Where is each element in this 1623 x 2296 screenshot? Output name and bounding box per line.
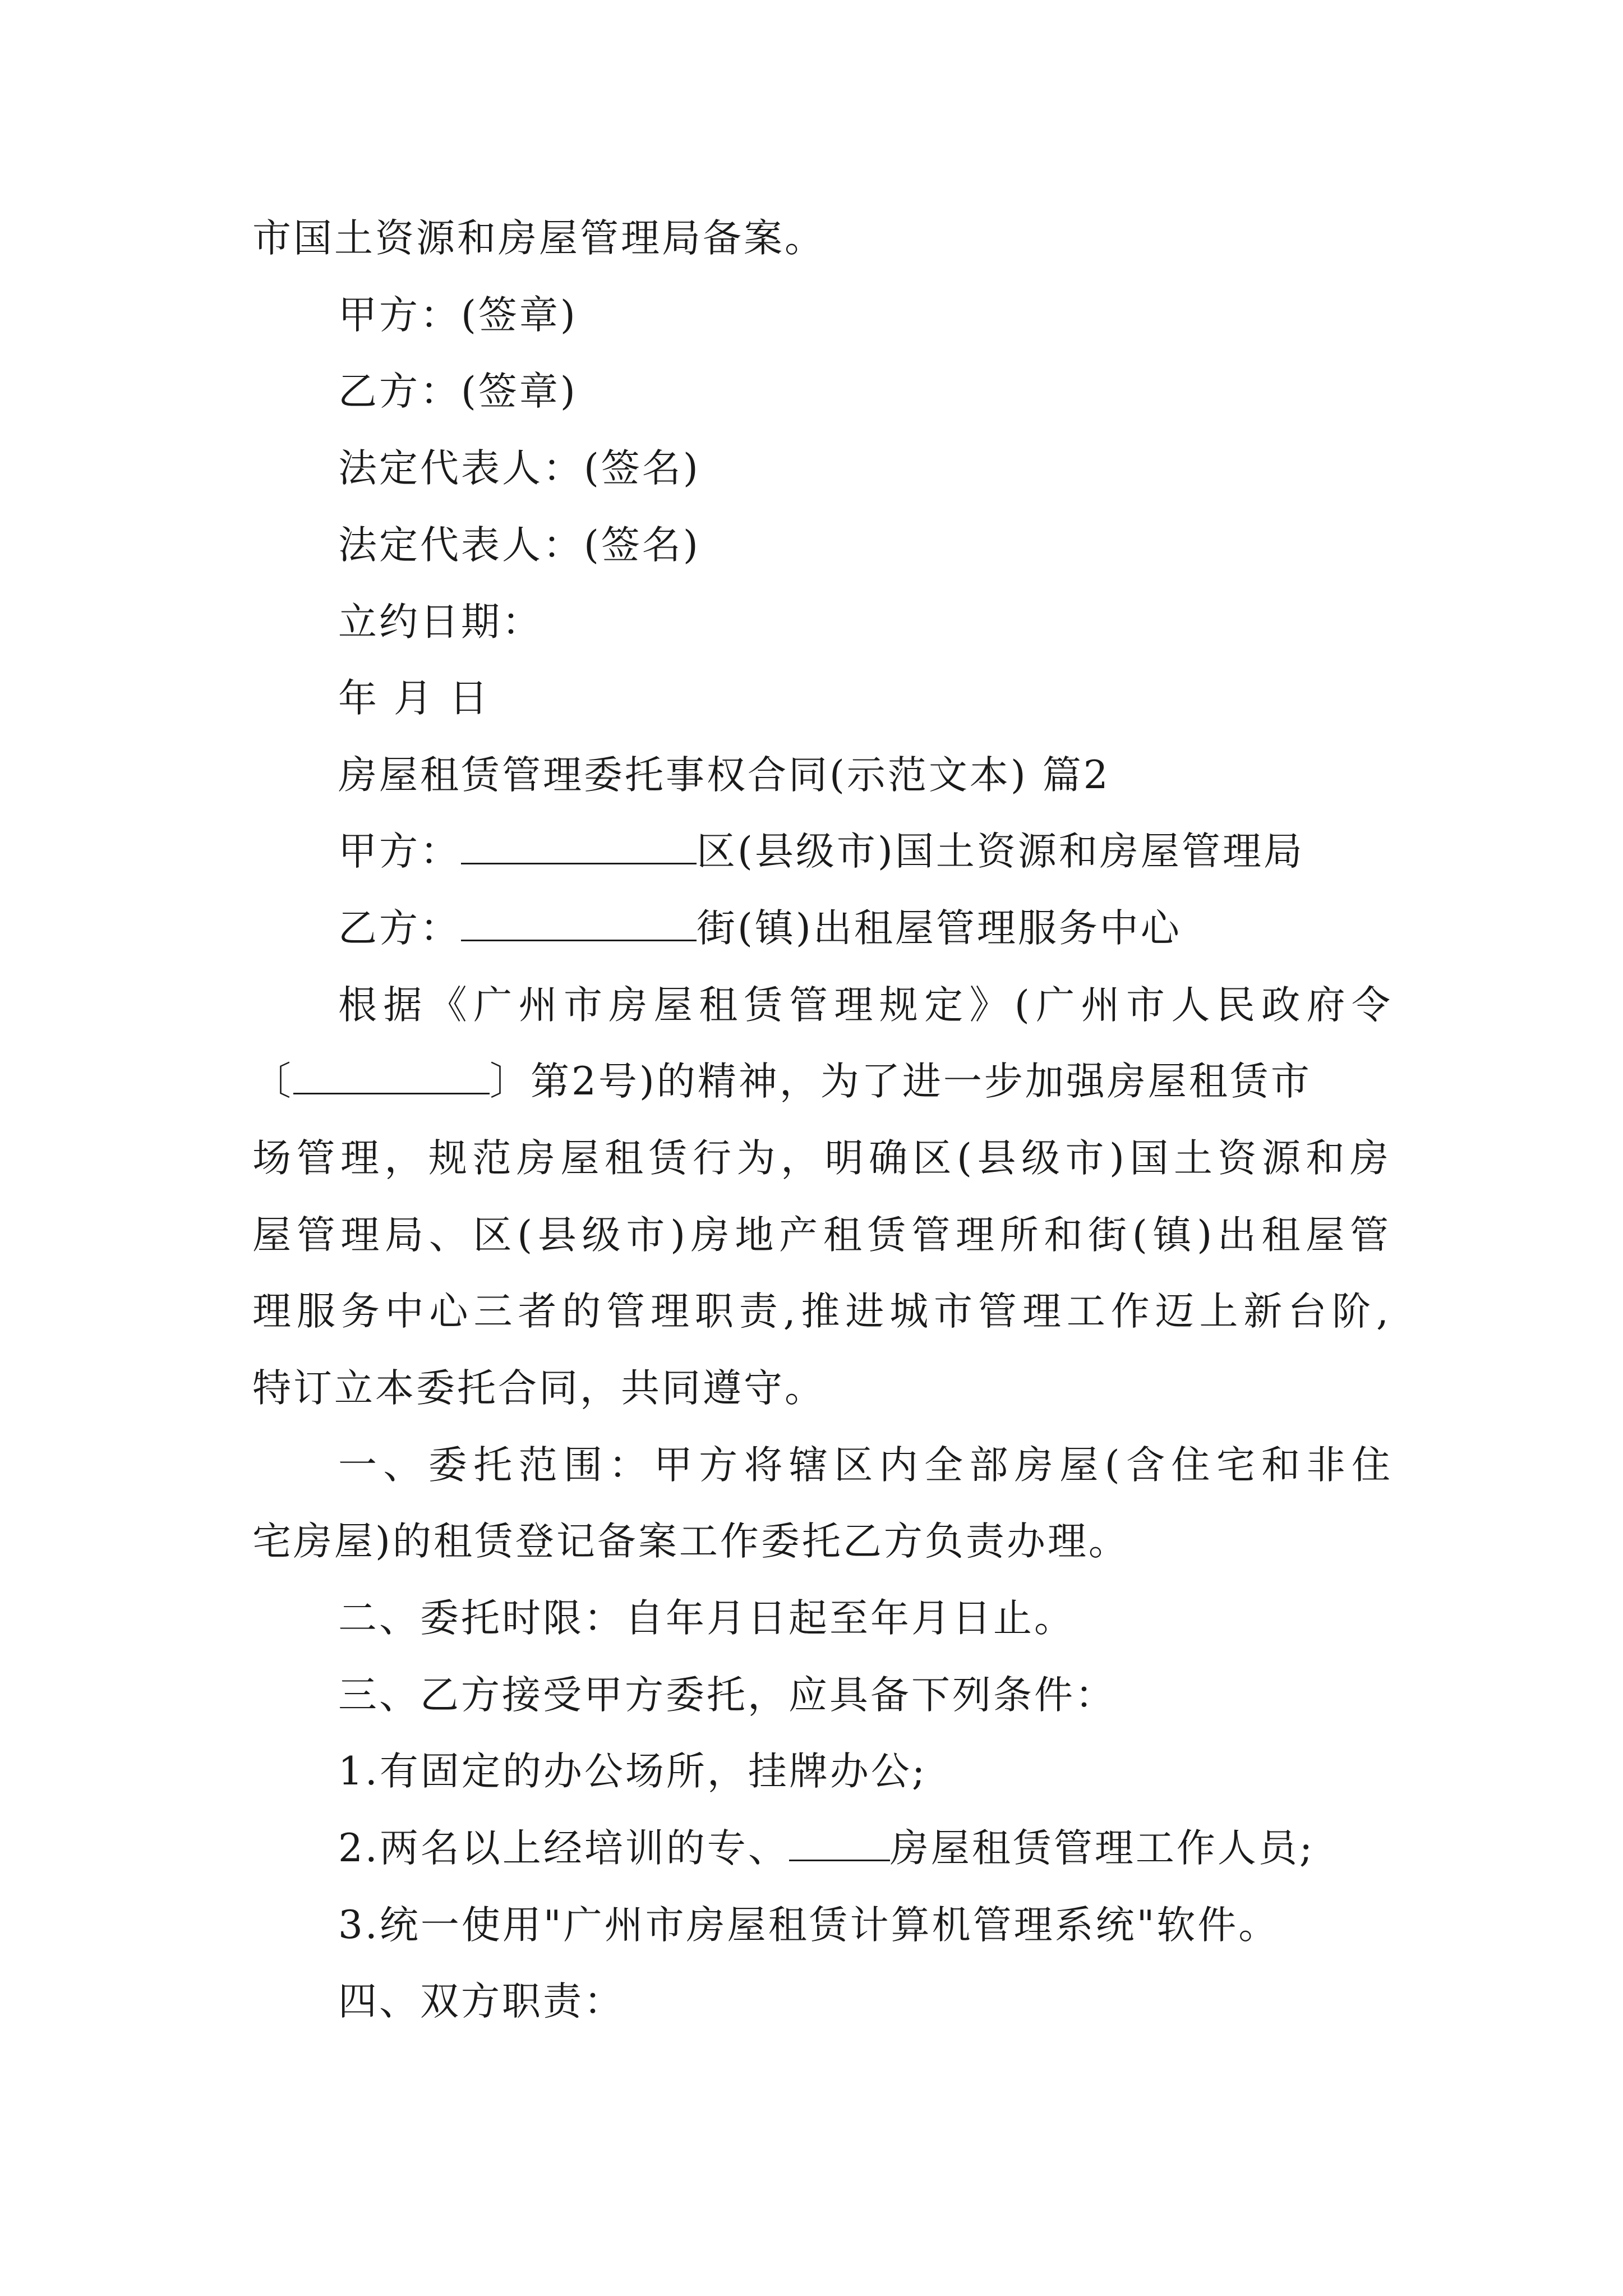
section-title: 房屋租赁管理委托事权合同(示范文本) 篇2 xyxy=(338,753,1110,798)
party-a-line xyxy=(338,829,1393,874)
signing-date-label: 立约日期： xyxy=(338,600,543,645)
text-line: 根据《广州市房屋租赁管理规定》(广州市人民政府令 xyxy=(338,983,1393,1028)
clause-4: 四、双方职责： xyxy=(338,1979,625,2024)
party-b-suffix: 街(镇)出租屋管理服务中心 xyxy=(697,906,1182,951)
signature-party-a: 甲方：(签章) xyxy=(338,293,578,338)
decree-blank xyxy=(293,1060,490,1094)
date-fields: 年 月 日 xyxy=(338,676,490,721)
clause-3: 三、乙方接受甲方委托，应具备下列条件： xyxy=(338,1673,1116,1718)
text-line: 理服务中心三者的管理职责,推进城市管理工作迈上新台阶, xyxy=(252,1289,1391,1334)
party-b-line xyxy=(338,906,1393,951)
legal-rep-b: 法定代表人：(签名) xyxy=(338,523,700,568)
party-b-blank xyxy=(461,907,697,941)
condition-2-suffix: 房屋租赁管理工作人员; xyxy=(889,1826,1315,1871)
decree-line xyxy=(252,1059,1391,1104)
decree-close: 〕第2号)的精神，为了进一步加强房屋租赁市 xyxy=(490,1059,1312,1104)
party-a-blank xyxy=(461,830,697,864)
condition-2 xyxy=(338,1826,1393,1871)
party-a-suffix: 区(县级市)国土资源和房屋管理局 xyxy=(697,829,1304,874)
text-line: 场管理，规范房屋租赁行为，明确区(县级市)国土资源和房 xyxy=(252,1136,1391,1181)
party-b-label: 乙方： xyxy=(338,906,461,951)
condition-2-prefix: 2.两名以上经培训的专、 xyxy=(338,1826,789,1871)
condition-1: 1.有固定的办公场所，挂牌办公; xyxy=(338,1749,928,1794)
clause-2: 二、委托时限：自年月日起至年月日止。 xyxy=(338,1596,1075,1641)
text-line: 市国土资源和房屋管理局备案。 xyxy=(252,216,826,261)
condition-3: 3.统一使用"广州市房屋租赁计算机管理系统"软件。 xyxy=(338,1903,1280,1948)
legal-rep-a: 法定代表人：(签名) xyxy=(338,446,700,491)
signature-party-b: 乙方：(签章) xyxy=(338,369,578,414)
text-line: 屋管理局、区(县级市)房地产租赁管理所和街(镇)出租屋管 xyxy=(252,1213,1391,1258)
text-line: 特订立本委托合同，共同遵守。 xyxy=(252,1366,826,1411)
clause-1: 一、委托范围：甲方将辖区内全部房屋(含住宅和非住 xyxy=(338,1443,1393,1488)
condition-2-blank xyxy=(789,1827,890,1861)
decree-open: 〔 xyxy=(252,1059,293,1104)
party-a-label: 甲方： xyxy=(338,829,461,874)
text-line: 宅房屋)的租赁登记备案工作委托乙方负责办理。 xyxy=(252,1519,1129,1564)
